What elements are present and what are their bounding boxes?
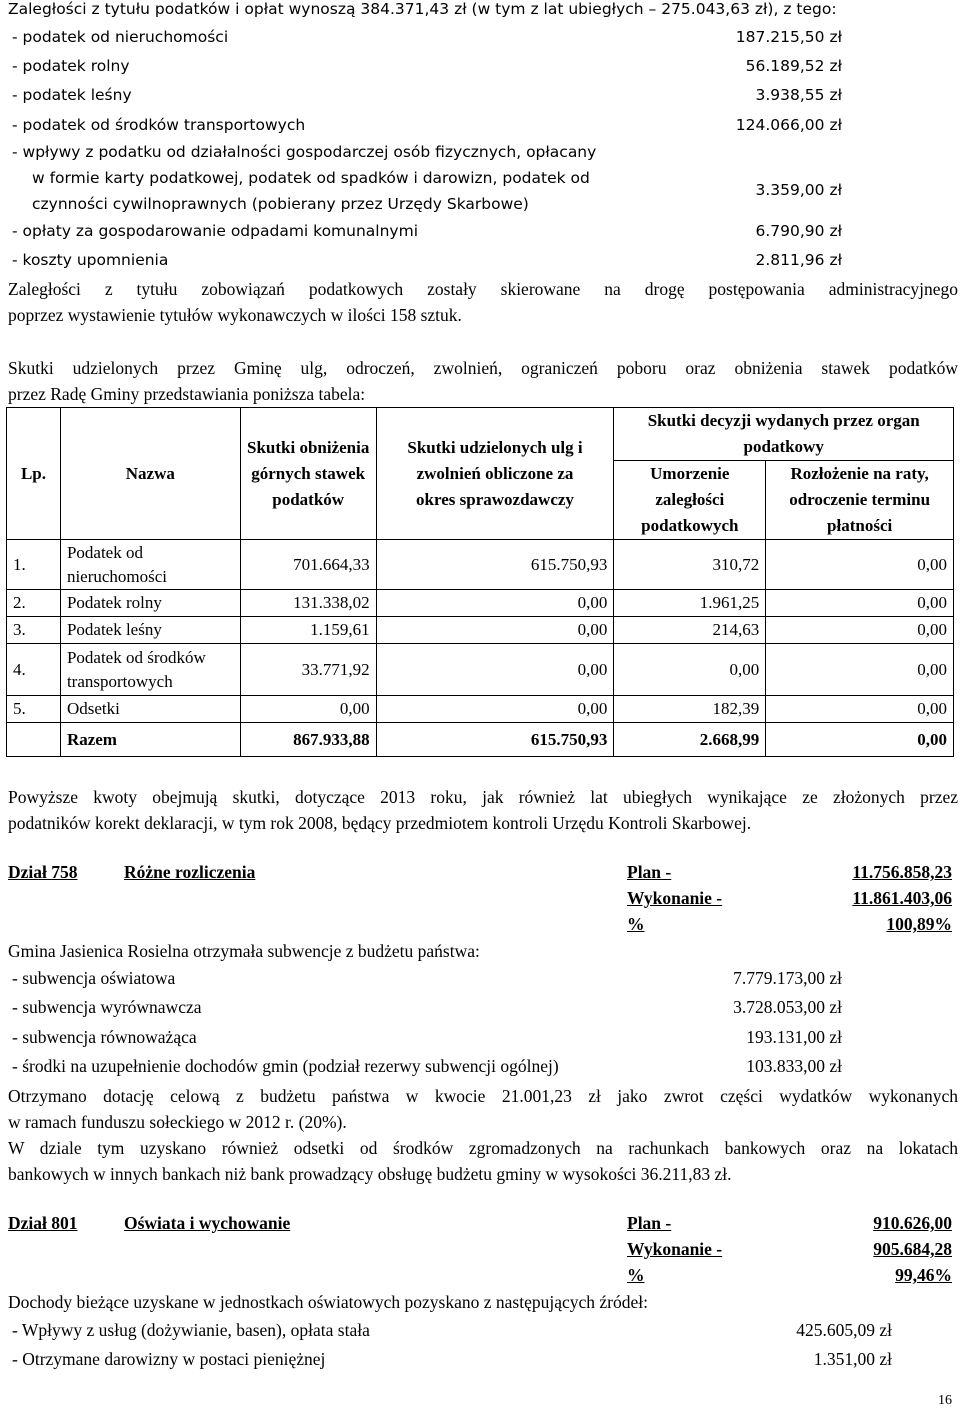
row-deferral: 0,00	[766, 644, 954, 696]
relief-table	[6, 407, 954, 757]
total-lp	[7, 723, 61, 757]
table-row	[7, 617, 954, 644]
row-lp: 5.	[7, 696, 61, 723]
subsidy-item-label: - subwencja oświatowa	[12, 968, 176, 988]
row-lower-rates: 1.159,61	[240, 617, 376, 644]
header-deferral: Rozłożenie na raty, odroczenie terminu płatności	[766, 461, 954, 540]
header-lp: Lp.	[7, 408, 61, 540]
row-name: Podatek od środków transportowych	[60, 644, 240, 696]
section-801-intro: Dochody bieżące uzyskane w jednostkach oświatowych pozyskano z następujących źródeł:	[8, 1292, 648, 1312]
table-total-row	[7, 723, 954, 757]
relief-note-line-2: podatników korekt deklaracji, w tym rok 2008, będący przedmiotem kontroli Urzędu Kontroli Skarbowej.	[8, 813, 752, 833]
section-801-plan-label: Plan -	[627, 1213, 672, 1233]
education-item-label: - Otrzymane darowizny w postaci pieniężnej	[12, 1349, 326, 1369]
row-writeoff: 214,63	[614, 617, 766, 644]
total-reliefs: 615.750,93	[376, 723, 614, 757]
row-reliefs: 0,00	[376, 696, 614, 723]
arrears-item-label: - podatek od środków transportowych	[12, 116, 306, 134]
row-writeoff: 0,00	[614, 644, 766, 696]
arrears-multi-line-3: czynności cywilnoprawnych (pobierany przez Urzędy Skarbowe)	[32, 195, 529, 213]
row-name: Podatek od nieruchomości	[60, 540, 240, 590]
section-758-pct-value: 100,89%	[886, 914, 952, 934]
arrears-item-label: - koszty upomnienia	[12, 251, 169, 269]
subsidy-item-label: - subwencja wyrównawcza	[12, 997, 202, 1017]
education-item-value: 425.605,09 zł	[796, 1320, 892, 1340]
row-reliefs: 0,00	[376, 644, 614, 696]
row-lp: 2.	[7, 590, 61, 617]
arrears-intro: Zaległości z tytułu podatków i opłat wynoszą 384.371,43 zł (w tym z lat ubiegłych – 275.043,63 zł), z tego:	[8, 0, 837, 18]
section-801-code: Dział 801	[8, 1213, 78, 1233]
header-lower-rates: Skutki obniżenia górnych stawek podatków	[240, 408, 376, 540]
arrears-multi-line-1: - wpływy z podatku od działalności gospodarczej osób fizycznych, opłacany	[12, 143, 597, 161]
section-758-code: Dział 758	[8, 862, 78, 882]
section-801-pct-label: %	[627, 1265, 645, 1285]
arrears-item-label: - podatek od nieruchomości	[12, 28, 229, 46]
section-801-exec-label: Wykonanie -	[627, 1239, 723, 1259]
row-writeoff: 182,39	[614, 696, 766, 723]
row-name: Odsetki	[60, 696, 240, 723]
row-lower-rates: 33.771,92	[240, 644, 376, 696]
row-reliefs: 0,00	[376, 617, 614, 644]
education-item-label: - Wpływy z usług (dożywianie, basen), opłata stała	[12, 1320, 370, 1340]
subsidy-item-label: - subwencja równoważąca	[12, 1027, 197, 1047]
subsidy-item-value: 7.779.173,00 zł	[733, 968, 842, 988]
section-758-exec-label: Wykonanie -	[627, 888, 723, 908]
row-name: Podatek rolny	[60, 590, 240, 617]
arrears-item-value: 56.189,52 zł	[745, 57, 842, 75]
row-writeoff: 1.961,25	[614, 590, 766, 617]
subsidy-item-value: 103.833,00 zł	[746, 1056, 842, 1076]
table-row	[7, 590, 954, 617]
arrears-item-value: 6.790,90 zł	[755, 222, 842, 240]
table-row	[7, 644, 954, 696]
arrears-multi-value: 3.359,00 zł	[755, 181, 842, 199]
arrears-item-label: - podatek rolny	[12, 57, 130, 75]
subsidy-item-label: - środki na uzupełnienie dochodów gmin (podział rezerwy subwencji ogólnej)	[12, 1056, 559, 1076]
row-lp: 1.	[7, 540, 61, 590]
enforcement-line-1: Zaległości z tytułu zobowiązań podatkowych zostały skierowane na drogę postępowania administracyjnego	[8, 279, 958, 299]
arrears-item-value: 2.811,96 zł	[755, 251, 842, 269]
table-row	[7, 696, 954, 723]
relief-note-line-1: Powyższe kwoty obejmują skutki, dotyczące 2013 roku, jak również lat ubiegłych wynikające ze złożonych przez	[8, 787, 958, 807]
total-deferral: 0,00	[766, 723, 954, 757]
section-758-paragraph-2	[8, 1135, 958, 1187]
row-lower-rates: 701.664,33	[240, 540, 376, 590]
table-header-row	[7, 408, 954, 461]
relief-intro	[8, 355, 958, 407]
arrears-item-value: 187.215,50 zł	[735, 28, 842, 46]
row-reliefs: 615.750,93	[376, 540, 614, 590]
enforcement-line-2: poprzez wystawienie tytułów wykonawczych w ilości 158 sztuk.	[8, 305, 462, 325]
section-801-plan-value: 910.626,00	[873, 1213, 952, 1233]
section-758-p1-line-2: w ramach funduszu sołeckiego w 2012 r. (20%).	[8, 1112, 347, 1132]
section-758-p2-line-1: W dziale tym uzyskano również odsetki od środków zgromadzonych na rachunkach bankowych oraz na lokatach	[8, 1138, 958, 1158]
header-decisions: Skutki decyzji wydanych przez organ podatkowy	[614, 408, 954, 461]
row-lp: 3.	[7, 617, 61, 644]
header-reliefs: Skutki udzielonych ulg i zwolnień obliczone za okres sprawozdawczy	[376, 408, 614, 540]
arrears-multi-line-2: w formie karty podatkowej, podatek od spadków i darowizn, podatek od	[32, 169, 590, 187]
arrears-item-value: 124.066,00 zł	[735, 116, 842, 134]
enforcement-paragraph	[8, 276, 958, 328]
section-758-paragraph-1	[8, 1083, 958, 1135]
arrears-item-label: - opłaty za gospodarowanie odpadami komunalnymi	[12, 222, 419, 240]
row-reliefs: 0,00	[376, 590, 614, 617]
arrears-item-value: 3.938,55 zł	[755, 86, 842, 104]
section-758-plan-value: 11.756.858,23	[852, 862, 952, 882]
row-lower-rates: 0,00	[240, 696, 376, 723]
total-writeoff: 2.668,99	[614, 723, 766, 757]
header-writeoff: Umorzenie zaległości podatkowych	[614, 461, 766, 540]
section-801-pct-value: 99,46%	[895, 1265, 952, 1285]
section-758-p1-line-1: Otrzymano dotację celową z budżetu państwa w kwocie 21.001,23 zł jako zwrot części wydatków wykonanych	[8, 1086, 958, 1106]
row-lp: 4.	[7, 644, 61, 696]
table-row	[7, 540, 954, 590]
section-758-plan-label: Plan -	[627, 862, 672, 882]
row-lower-rates: 131.338,02	[240, 590, 376, 617]
subsidy-item-value: 193.131,00 zł	[746, 1027, 842, 1047]
row-deferral: 0,00	[766, 696, 954, 723]
section-758-pct-label: %	[627, 914, 645, 934]
total-name: Razem	[60, 723, 240, 757]
row-deferral: 0,00	[766, 590, 954, 617]
section-758-p2-line-2: bankowych w innych bankach niż bank prowadzący obsługę budżetu gminy w wysokości 36.211,83 zł.	[8, 1164, 732, 1184]
row-name: Podatek leśny	[60, 617, 240, 644]
section-758-title: Różne rozliczenia	[124, 862, 256, 882]
total-lower-rates: 867.933,88	[240, 723, 376, 757]
subsidy-item-value: 3.728.053,00 zł	[733, 997, 842, 1017]
relief-intro-line-2: przez Radę Gminy przedstawiania poniższa tabela:	[8, 384, 366, 404]
section-758-intro: Gmina Jasienica Rosielna otrzymała subwencje z budżetu państwa:	[8, 941, 480, 961]
section-758-exec-value: 11.861.403,06	[852, 888, 952, 908]
education-item-value: 1.351,00 zł	[813, 1349, 892, 1369]
arrears-item-label: - podatek leśny	[12, 86, 132, 104]
relief-intro-line-1: Skutki udzielonych przez Gminę ulg, odroczeń, zwolnień, ograniczeń poboru oraz obniżenia stawek podatków	[8, 358, 958, 378]
section-801-title: Oświata i wychowanie	[124, 1213, 291, 1233]
page-number: 16	[938, 1393, 952, 1408]
header-name: Nazwa	[60, 408, 240, 540]
row-deferral: 0,00	[766, 617, 954, 644]
row-deferral: 0,00	[766, 540, 954, 590]
row-writeoff: 310,72	[614, 540, 766, 590]
relief-note	[8, 784, 958, 836]
section-801-exec-value: 905.684,28	[873, 1239, 952, 1259]
